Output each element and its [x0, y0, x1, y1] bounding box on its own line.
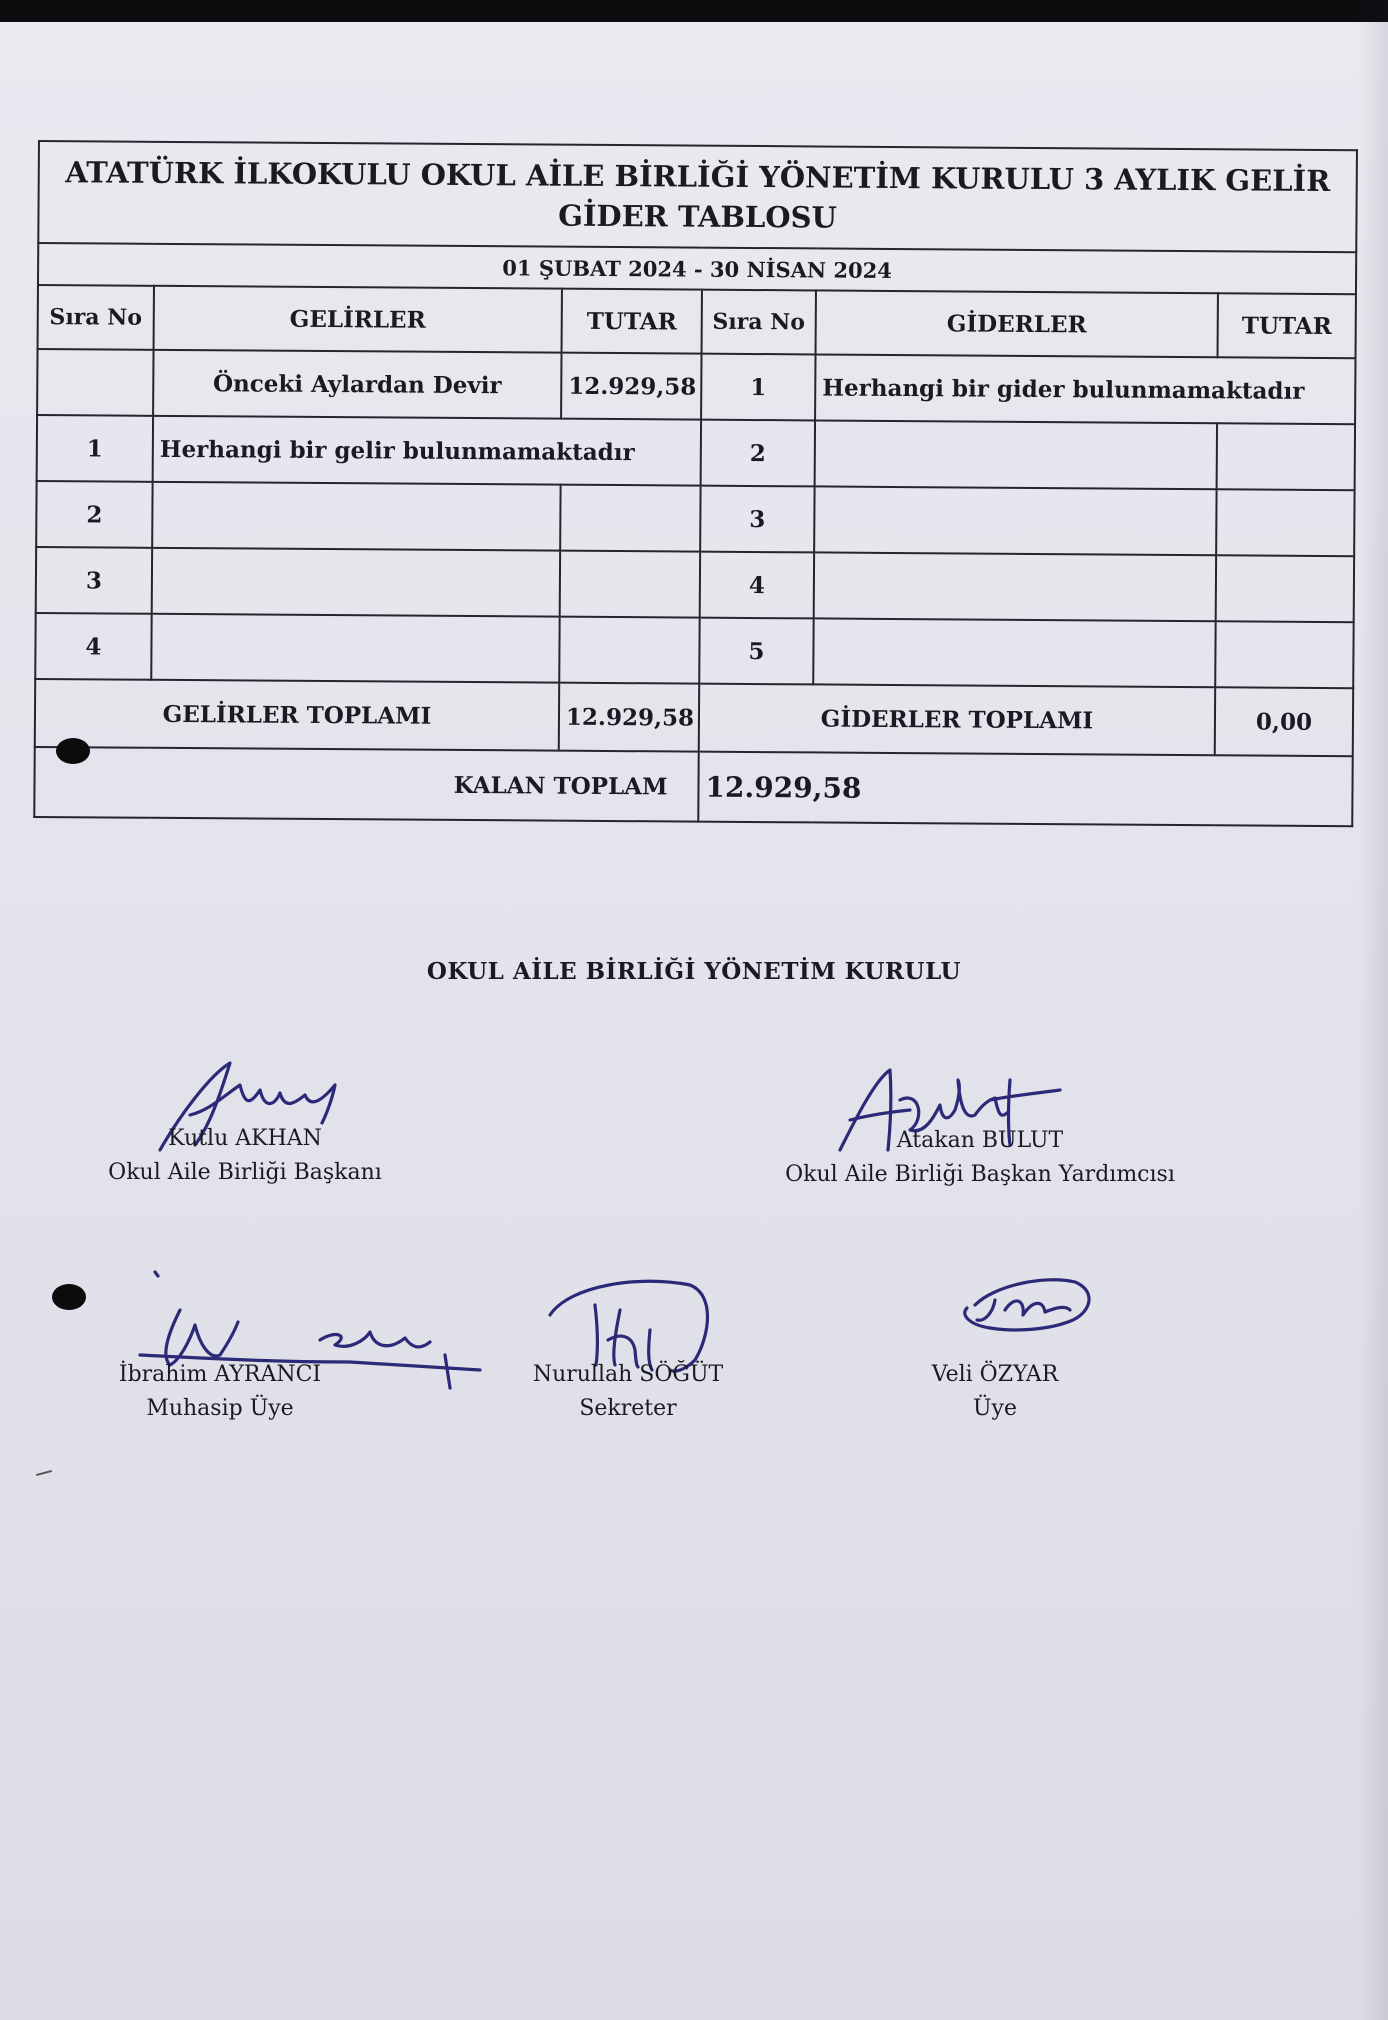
signature-veli-ozyar	[955, 1270, 1105, 1350]
board-title: OKUL AİLE BİRLİĞİ YÖNETİM KURULU	[426, 958, 962, 985]
right-description	[814, 486, 1216, 555]
left-description	[151, 614, 559, 683]
header-tutar-left: TUTAR	[562, 289, 702, 354]
gelirler-toplami-label: GELİRLER TOPLAMI	[35, 679, 559, 751]
punch-hole-upper	[56, 738, 90, 764]
left-sira-no: 4	[35, 613, 151, 680]
report-title-line2: GİDER TABLOSU	[558, 198, 837, 235]
member-name: Nurullah SÖĞÜT	[532, 1362, 724, 1387]
member-name: Atakan BULUT	[896, 1128, 1064, 1153]
left-sira-no	[37, 349, 153, 416]
right-description	[815, 420, 1217, 489]
date-range: 01 ŞUBAT 2024 - 30 NİSAN 2024	[38, 243, 1356, 294]
member-ibrahim-ayranci	[110, 1358, 330, 1426]
header-sira-no-left: Sıra No	[38, 285, 154, 350]
table-row	[37, 349, 1355, 424]
report-title	[38, 141, 1357, 252]
totals-row	[35, 679, 1354, 756]
left-amount: 12.929,58	[561, 353, 701, 420]
left-description: Herhangi bir gelir bulunmamaktadır	[153, 416, 701, 486]
left-description	[152, 482, 560, 551]
header-tutar-right: TUTAR	[1218, 293, 1357, 358]
report-title-line1: ATATÜRK İLKOKULU OKUL AİLE BİRLİĞİ YÖNETİM KURULU 3 AYLIK GELİR	[65, 155, 1331, 199]
member-veli-ozyar	[900, 1358, 1090, 1426]
income-expense-table	[33, 140, 1358, 827]
member-name: Veli ÖZYAR	[931, 1362, 1059, 1387]
right-amount	[1216, 489, 1355, 556]
member-atakan-bulut	[770, 1124, 1190, 1192]
left-amount	[559, 617, 699, 684]
left-sira-no: 2	[36, 481, 152, 548]
left-amount	[560, 551, 700, 618]
header-gelirler: GELİRLER	[154, 286, 562, 353]
right-sira-no: 1	[701, 354, 815, 421]
left-sira-no: 1	[37, 415, 153, 482]
header-giderler: GİDERLER	[816, 290, 1218, 357]
member-role: Okul Aile Birliği Başkanı	[108, 1160, 382, 1185]
member-role: Üye	[973, 1396, 1017, 1421]
member-name: Kutlu AKHAN	[168, 1126, 322, 1151]
right-description	[813, 618, 1215, 687]
member-role: Okul Aile Birliği Başkan Yardımcısı	[785, 1162, 1175, 1187]
gelirler-toplami-value: 12.929,58	[559, 683, 699, 752]
table-header-row	[38, 285, 1356, 358]
kalan-toplam-value: 12.929,58	[698, 752, 1353, 827]
right-amount	[1216, 555, 1355, 622]
right-sira-no: 3	[700, 486, 814, 553]
punch-hole-lower	[52, 1284, 86, 1310]
header-sira-no-right: Sıra No	[702, 290, 816, 355]
right-sira-no: 5	[699, 618, 813, 685]
kalan-toplam-label: KALAN TOPLAM	[34, 747, 698, 822]
right-description	[814, 552, 1216, 621]
right-sira-no: 2	[701, 420, 815, 487]
member-role: Muhasip Üye	[146, 1396, 294, 1421]
kalan-row	[34, 747, 1353, 826]
giderler-toplami-value: 0,00	[1215, 687, 1354, 756]
member-name: İbrahim AYRANCI	[118, 1362, 322, 1387]
member-kutlu-akhan	[85, 1122, 405, 1190]
right-sira-no: 4	[700, 552, 814, 619]
page-shadow	[1358, 0, 1388, 2020]
left-description	[152, 548, 560, 617]
member-nurullah-sogut	[528, 1358, 728, 1426]
right-amount	[1215, 621, 1354, 688]
left-amount	[560, 485, 700, 552]
right-description: Herhangi bir gider bulunmamaktadır	[815, 354, 1356, 424]
right-amount	[1217, 423, 1356, 490]
member-role: Sekreter	[579, 1396, 677, 1421]
table-row	[35, 613, 1353, 688]
table-row	[37, 415, 1355, 490]
table-row	[36, 547, 1354, 622]
giderler-toplami-label: GİDERLER TOPLAMI	[699, 684, 1215, 756]
left-sira-no: 3	[36, 547, 152, 614]
table-row	[36, 481, 1354, 556]
left-description: Önceki Aylardan Devir	[153, 350, 561, 419]
